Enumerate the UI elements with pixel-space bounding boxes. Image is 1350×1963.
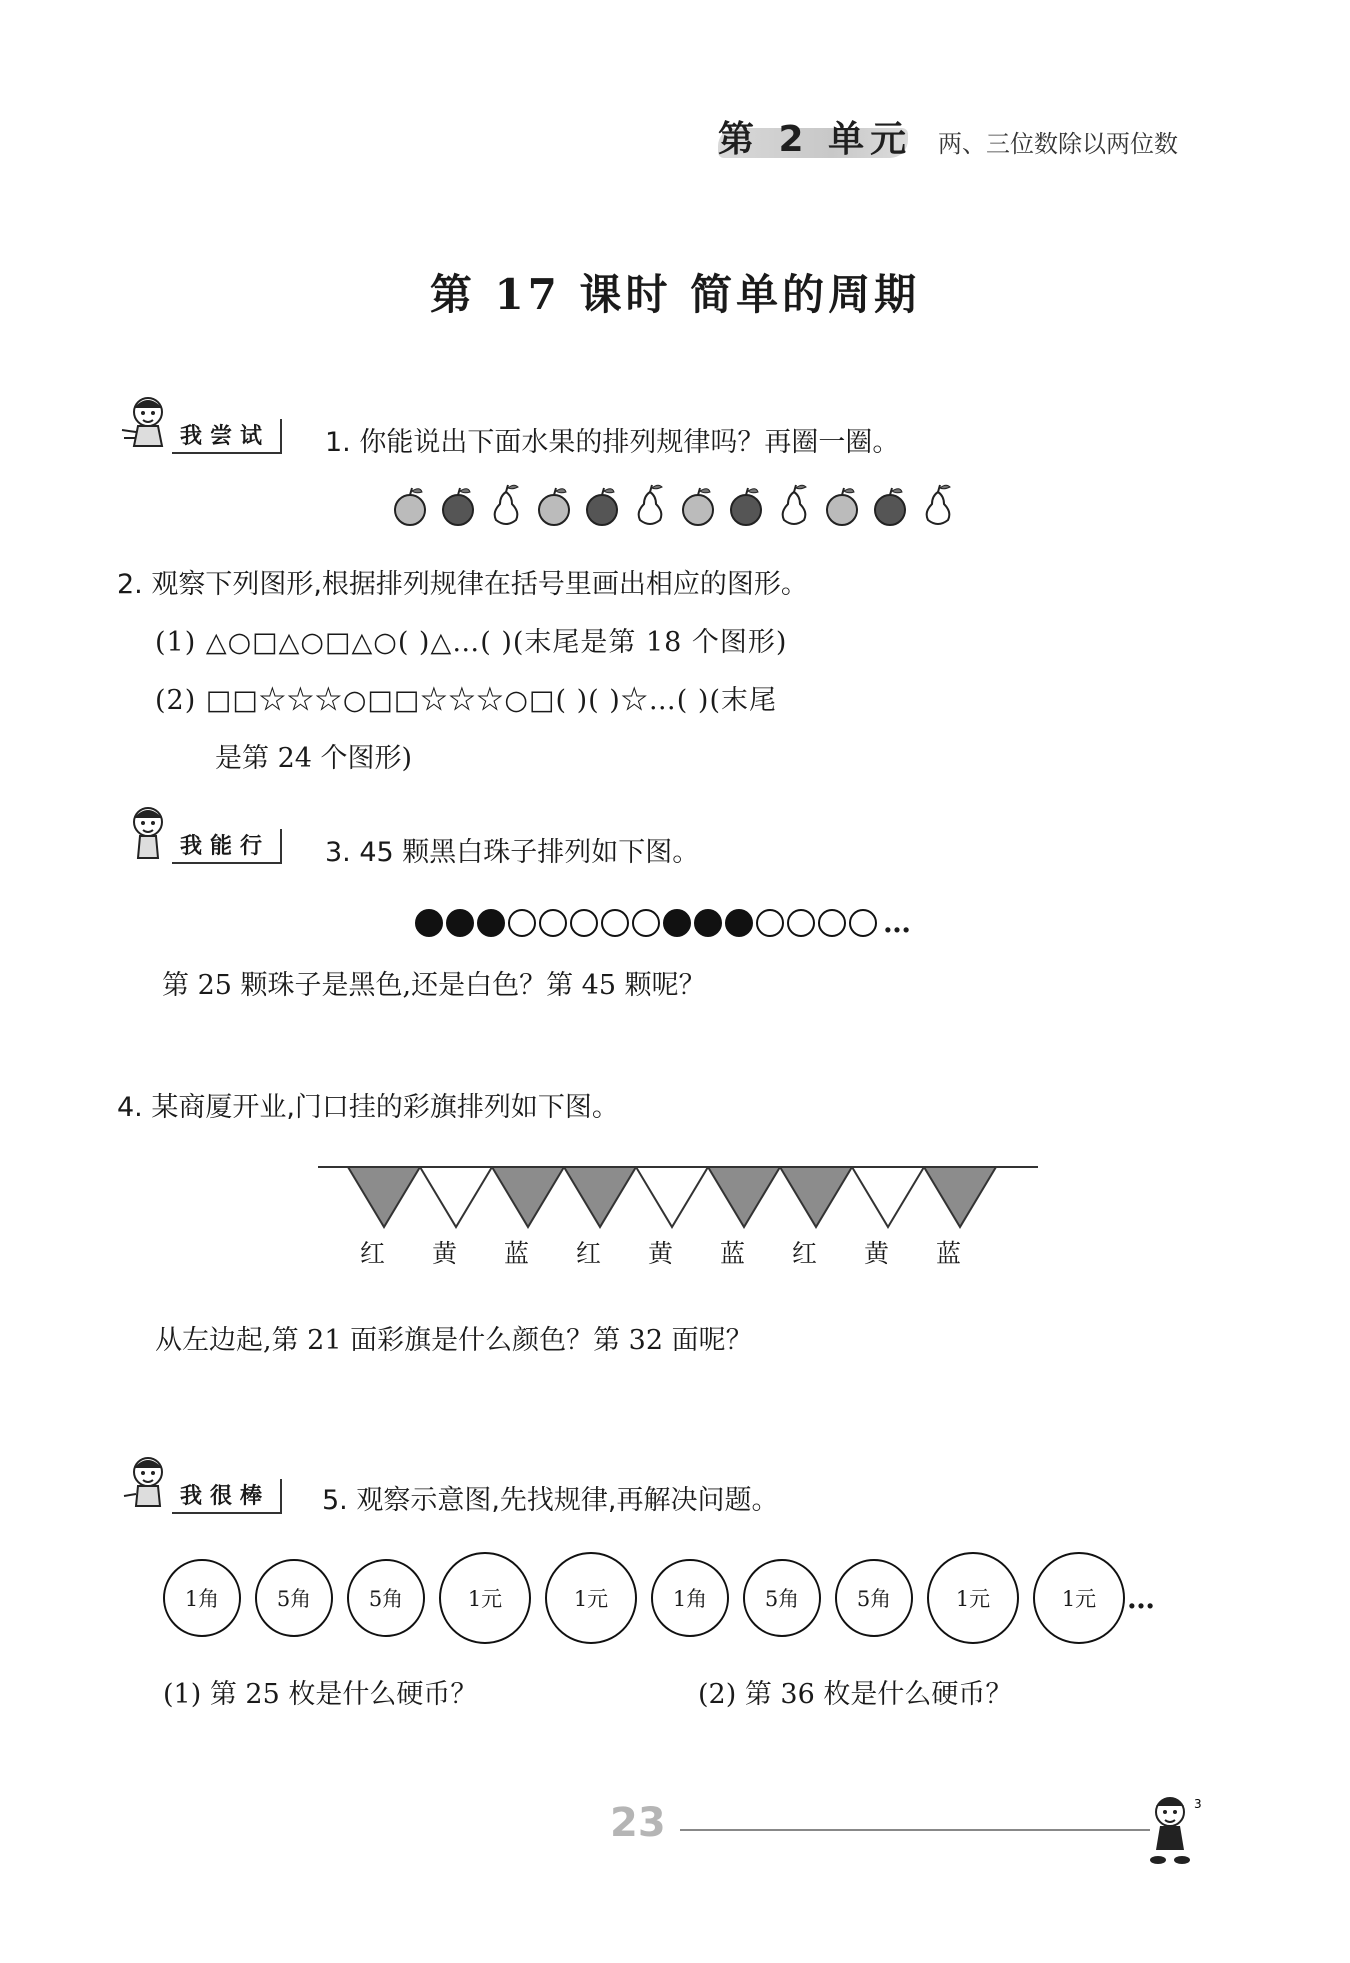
coin: 1元 bbox=[439, 1552, 531, 1644]
flag-8 bbox=[852, 1167, 924, 1227]
black-bead bbox=[725, 909, 753, 937]
apple-icon bbox=[726, 482, 766, 528]
white-bead bbox=[818, 909, 846, 937]
flag-label: 蓝 bbox=[936, 1239, 962, 1268]
white-bead bbox=[508, 909, 536, 937]
coin: 5角 bbox=[347, 1559, 425, 1637]
mascot-footer-icon bbox=[1138, 1790, 1208, 1870]
coins-row bbox=[163, 1552, 1155, 1644]
flag-label: 黄 bbox=[648, 1239, 674, 1268]
flag-label: 红 bbox=[792, 1239, 818, 1268]
flag-labels bbox=[360, 1234, 1008, 1270]
black-bead bbox=[694, 909, 722, 937]
coin: 5角 bbox=[835, 1559, 913, 1637]
flag-2 bbox=[420, 1167, 492, 1227]
apple-icon bbox=[582, 482, 622, 528]
flag-label: 红 bbox=[360, 1239, 386, 1268]
question-2: 2. 观察下列图形,根据排列规律在括号里画出相应的图形。 bbox=[117, 569, 808, 600]
white-bead bbox=[787, 909, 815, 937]
question-2-part-1: (1) △○□△○□△○( )△…( )(末尾是第 18 个图形) bbox=[155, 627, 788, 658]
black-bead bbox=[663, 909, 691, 937]
question-5-sub-2: (2) 第 36 枚是什么硬币？ bbox=[698, 1679, 1013, 1710]
flag-label: 蓝 bbox=[720, 1239, 746, 1268]
flag-label: 黄 bbox=[864, 1239, 890, 1268]
mascot-icon bbox=[118, 1450, 178, 1514]
flag-5 bbox=[636, 1167, 708, 1227]
coin: 5角 bbox=[743, 1559, 821, 1637]
section-tag-great bbox=[118, 1450, 282, 1514]
flag-1 bbox=[348, 1167, 420, 1227]
flag-label: 黄 bbox=[432, 1239, 458, 1268]
flag-4 bbox=[564, 1167, 636, 1227]
question-5-sub-1: (1) 第 25 枚是什么硬币？ bbox=[163, 1679, 478, 1710]
pear-icon bbox=[774, 482, 814, 528]
question-1: 1. 你能说出下面水果的排列规律吗？再圈一圈。 bbox=[325, 427, 900, 458]
coin: 1元 bbox=[1033, 1552, 1125, 1644]
section-tag-try bbox=[118, 390, 282, 454]
white-bead bbox=[756, 909, 784, 937]
question-2-part-2: (2) □□☆☆☆○□□☆☆☆○□( )( )☆…( )(末尾 bbox=[155, 685, 777, 716]
white-bead bbox=[601, 909, 629, 937]
coin: 1角 bbox=[651, 1559, 729, 1637]
apple-icon bbox=[822, 482, 862, 528]
page-number: 23 bbox=[610, 1800, 666, 1846]
black-bead bbox=[446, 909, 474, 937]
coin: 5角 bbox=[255, 1559, 333, 1637]
question-2-part-2-continued: 是第 24 个图形) bbox=[215, 743, 413, 774]
white-bead bbox=[632, 909, 660, 937]
unit-badge: 第 2 单元 bbox=[718, 118, 913, 160]
apple-icon bbox=[870, 482, 910, 528]
flag-6 bbox=[708, 1167, 780, 1227]
black-bead bbox=[415, 909, 443, 937]
question-3-ask: 第 25 颗珠子是黑色,还是白色？第 45 颗呢？ bbox=[162, 970, 706, 1001]
white-bead bbox=[539, 909, 567, 937]
black-bead bbox=[477, 909, 505, 937]
apple-icon bbox=[390, 482, 430, 528]
coin-ellipsis: … bbox=[1127, 1581, 1155, 1615]
mascot-icon bbox=[118, 390, 178, 454]
bead-row bbox=[415, 906, 911, 939]
fruit-row bbox=[390, 482, 958, 528]
coin: 1角 bbox=[163, 1559, 241, 1637]
footer-rule bbox=[680, 1829, 1150, 1831]
flag-banner bbox=[318, 1155, 1038, 1235]
flag-3 bbox=[492, 1167, 564, 1227]
section-label-try: 我尝试 bbox=[172, 419, 282, 454]
flag-label: 蓝 bbox=[504, 1239, 530, 1268]
pear-icon bbox=[918, 482, 958, 528]
apple-icon bbox=[438, 482, 478, 528]
question-3: 3. 45 颗黑白珠子排列如下图。 bbox=[325, 837, 700, 868]
section-label-great: 我很棒 bbox=[172, 1479, 282, 1514]
section-tag-can bbox=[118, 800, 282, 864]
section-label-can: 我能行 bbox=[172, 829, 282, 864]
question-4-ask: 从左边起,第 21 面彩旗是什么颜色？第 32 面呢？ bbox=[155, 1325, 753, 1356]
lesson-title: 第 17 课时 简单的周期 bbox=[429, 270, 921, 319]
question-5: 5. 观察示意图,先找规律,再解决问题。 bbox=[322, 1485, 779, 1516]
apple-icon bbox=[534, 482, 574, 528]
white-bead bbox=[570, 909, 598, 937]
bead-ellipsis: … bbox=[883, 906, 911, 939]
question-4: 4. 某商厦开业,门口挂的彩旗排列如下图。 bbox=[117, 1092, 619, 1123]
white-bead bbox=[849, 909, 877, 937]
unit-subtitle: 两、三位数除以两位数 bbox=[938, 130, 1178, 158]
flag-9 bbox=[924, 1167, 996, 1227]
pear-icon bbox=[630, 482, 670, 528]
svg-text:3: 3 bbox=[1194, 1797, 1202, 1811]
apple-icon bbox=[678, 482, 718, 528]
coin: 1元 bbox=[927, 1552, 1019, 1644]
pear-icon bbox=[486, 482, 526, 528]
coin: 1元 bbox=[545, 1552, 637, 1644]
flag-label: 红 bbox=[576, 1239, 602, 1268]
mascot-icon bbox=[118, 800, 178, 864]
flag-7 bbox=[780, 1167, 852, 1227]
